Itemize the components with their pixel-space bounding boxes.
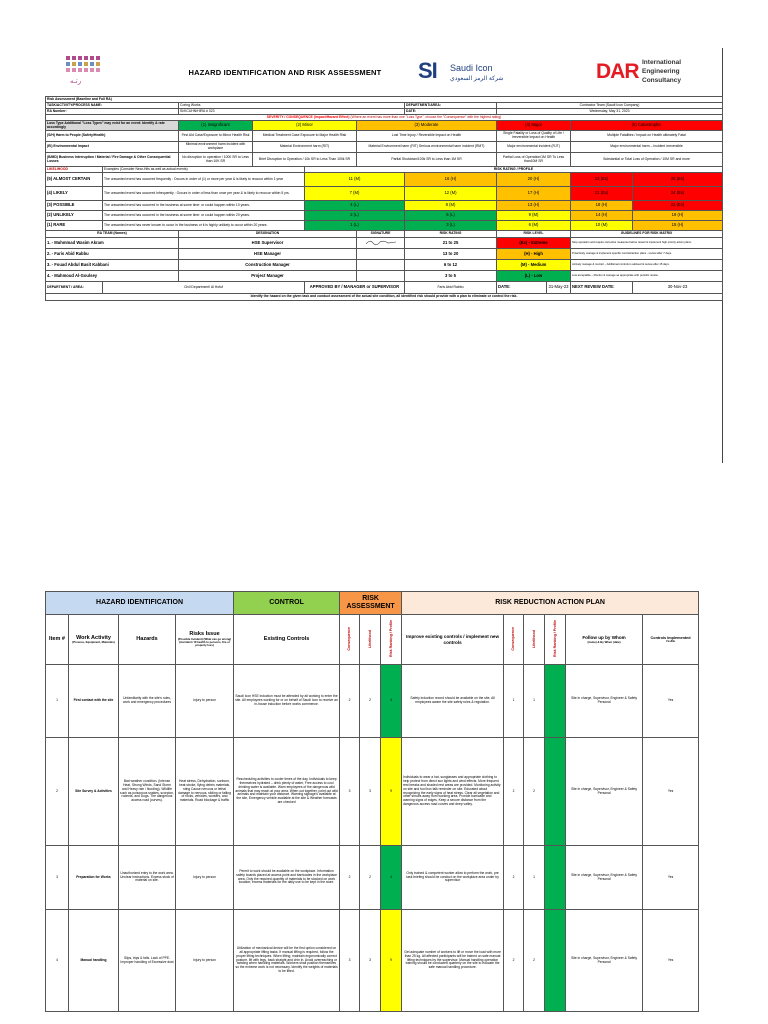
col-existing: Existing Controls [234,615,340,665]
cell-followup: Site in charge, Supervisor, Engineer & Safety Personal [566,665,643,738]
cell-ranking: 9 [381,910,402,1012]
cell-ranking: 4 [381,665,402,738]
rating-cell: 15 (H) [633,221,723,231]
col-implemented-label: Controls Implemented [650,635,691,640]
cell-likelihood-2: 1 [524,846,545,910]
dar-logo-line3: Consultancy [642,77,682,84]
team-guide: Actively manage & monitor – Additional controls is advised & review after 15 days. [571,260,723,271]
dept-label: DEPARTMENT/AREA: [405,103,497,109]
cell-hazards: Unfamiliarity with the site's rules, work and emergency procedures [119,665,176,738]
rating-cell: 4 (L) [305,201,405,211]
rating-cell: 7 (M) [305,187,405,201]
col-improve: Improve existing controls / implement new controls [402,615,504,665]
cell-risks: Heat stress, Dehydration, sunburn, heat stroke, flying debris materials, sting Cause nervous or lethal damage to nervous, sliding or falling of rocks, vehicles, workers, and materials, Road blockage & traffic [176,738,234,846]
rating-cell: 20 (H) [497,173,571,187]
date-value: Wednesday, May 31, 2023 [497,109,723,115]
cell-existing: Rescheduling activities to cooler times of the day, Individuals to keep themselves hydrated – drink plenty of water, Free access to cool drinking water is available. Warn employees of the dangerous wild animals that may reach at your area, When out together, point out wild animals and maintain your distance. Warning signage's available at the site, Emergency vehicle available at the site & Weather forecasts are checked [234,738,340,846]
signature-icon [364,238,398,246]
cell-consequence: 3 [340,738,360,846]
rating-cell: 1 (L) [305,221,405,231]
cell-consequence-2: 1 [504,665,524,738]
team-name: 2. - Faris Abid Rabbu [46,249,179,260]
team-designation: HSE Manager [179,249,357,260]
col-implemented [643,615,699,665]
dar-logo [596,57,706,91]
dept-value: Contractor Team (Saudi Icon Company) [497,103,723,109]
col-activity [69,615,119,665]
likelihood-desc: The unwanted event has occurred frequently : Occurs in order of (1) or more per year & is likely to reoccur within 1 year [103,173,305,187]
table-row [46,846,699,910]
loss-cell: Minimal environment harm incident with workplace [179,142,253,153]
likelihood-row-label: (5) ALMOST CERTAIN [46,173,103,187]
col-likelihood-label: Likelihood [367,629,372,648]
team-header: RISK LEVEL [497,231,571,238]
cell-existing: Saudi Icon HSE induction must be attended by all working to enter the site. All employees working for or on behalf of Saudi Icon to receive an in-house induction before works commence. [234,665,340,738]
si-logo-arabic: شركة الرمز السعودي [450,76,504,82]
team-guide: Low acceptable – Monitor & manage as appropriate with periodic review. [571,271,723,282]
col-ranking-label: Risk Ranking / Profile [388,620,393,657]
loss-cell: Material Environment harm (RIT) [253,142,357,153]
ra-number-value: SI/KCUHN/HIRA # 023 [179,109,405,115]
cell-improve: Safety induction record should be available on the site. All employees aware the site safety rules & regulation. [402,665,504,738]
team-rating: 3 to 5 [405,271,497,282]
rating-cell: 2 (L) [305,211,405,221]
cell-item: 4 [46,910,69,1012]
level-1: (1) Insignificant [179,121,253,131]
col-implemented-sub: Yes/No [665,639,676,644]
team-header: DESIGNATION [179,231,357,238]
loss-cell: Major environmental harm – Incident irreversible [571,142,723,153]
section-assessment: RISK ASSESSMENT [340,592,402,615]
col-consequence [340,615,360,665]
col-likelihood-2-label: Likelihood [531,629,536,648]
table-row [46,665,699,738]
team-designation: HSE Supervisor [179,238,357,249]
team-header: RA TEAM (Names) [46,231,179,238]
team-guide: Proactively manage & implement specific controls/action plans - review after 7 days. [571,249,723,260]
footer-dept-value: Civil Department/ Al Hofuf [103,282,305,294]
cell-implemented: Yes [643,910,699,1012]
rating-cell: 23 (Ex) [571,173,633,187]
footer-date-value: 31-May-23 [547,282,571,294]
loss-cell: Single Fatality or Loss of Quality of Life / Irreversible Impact on Health [497,131,571,142]
team-header: SIGNATURE [357,231,405,238]
team-name: 1. - Muhmmad Wasim Akram [46,238,179,249]
rating-cell: 14 (H) [571,211,633,221]
rating-cell: 18 (H) [571,201,633,211]
loss-type-label: Loss Type Additional "Loss Types" may exist for an event: Identify & rate accordingly [46,121,179,131]
team-guide: Stop operation and require corrective measures before restart & implement high priority action plans. [571,238,723,249]
table-row [46,738,699,846]
team-header: GUIDELINES FOR RISK MATRIX [571,231,723,238]
footer-date-label: DATE: [497,282,547,294]
col-ranking [381,615,402,665]
team-designation: Construction Manager [179,260,357,271]
cell-implemented: Yes [643,665,699,738]
cell-followup: Site in charge, Supervisor, Engineer & Safety Personal [566,846,643,910]
signature [357,260,405,271]
cell-item: 3 [46,846,69,910]
team-level: (Ex) - Extreme [497,238,571,249]
cell-likelihood: 3 [360,910,381,1012]
si-logo-mark: SI [418,58,437,83]
likelihood-row-label: (3) POSSIBLE [46,201,103,211]
team-designation: Project Manager [179,271,357,282]
dar-logo-line1: International [642,59,682,66]
col-ranking-2 [545,615,566,665]
cell-consequence: 2 [340,846,360,910]
cell-ranking-2 [545,665,566,738]
left-logo-text: رتـه [70,78,82,85]
likelihood-desc: The unwanted event has occurred in the business at some time: or could happen within 10 years. [103,201,305,211]
severity-note: (Where an event has more than one "Loss Type", choose the "Consequence" with the highest rating) [350,114,502,119]
loss-row-label: (B/MD) Business Interruption / Material / Fire Damage & Other Consequential Losses [46,153,179,167]
cell-risks: Injury to person [176,665,234,738]
loss-cell: Partial Loss of Operation/1M SR To Less than10M SR [497,153,571,167]
col-risks [176,615,234,665]
loss-cell: Major environmental incident (RJT) [497,142,571,153]
level-3: (3) Moderate [357,121,497,131]
team-name: 4. - Mahmoud Al-Goulsey [46,271,179,282]
loss-cell: Medical Treatment Case Exposure to Major Health Risk [253,131,357,142]
signature [357,271,405,282]
likelihood-row-label: (1) RARE [46,221,103,231]
next-review-label: NEXT REVIEW DATE: [571,282,633,294]
cell-followup: Site in charge, Supervisor, Engineer & Safety Personal [566,738,643,846]
cell-ranking-2 [545,910,566,1012]
ra-number-label: RA Number: [46,109,179,115]
likelihood-label: LIKELIHOOD [46,167,103,173]
team-rating: 21 to 25 [405,238,497,249]
rating-cell: 6 (M) [497,221,571,231]
cell-improve: Get adequate number of workers to lift or move the load with more than 25 kg. All affected participants will be trained on safe manual lifting techniques by the supervisor. Manual handling operation training should be conducted quarterly on the site to educate the safe manual handling procedure. [402,910,504,1012]
cell-implemented: Yes [643,846,699,910]
col-followup-label: Follow up by Whom [582,635,626,641]
instruction: Identify the hazard on the given task and conduct assessment of the actual site condition, all identified risk should provide with a plan to eliminate or control the risk. [46,294,723,301]
rating-cell: 3 (L) [405,221,497,231]
cell-improve: Only trained & competent worker allow to perform the work, pre task briefing should be conduct on the workplace area under by supervisor [402,846,504,910]
col-risks-label: Risks Issue [189,631,220,638]
si-logo-name: Saudi Icon [450,63,493,73]
cell-activity: First contact with the site [69,665,119,738]
likelihood-desc: The unwanted event has occurred in the business at some time: or could happen within 20 years. [103,211,305,221]
risk-assessment-table [45,591,699,1012]
cell-ranking-2 [545,846,566,910]
cell-consequence: 3 [340,910,360,1012]
level-4: (4) Major [497,121,571,131]
cell-improve: Individuals to wear a hat, sunglasses and appropriate clothing to help protect from direct sun lights and wind effects. More frequent rest breaks and shaded rest areas are provided. Monitoring activity on site and tool box talk reminder on site. Educated about recognizing the early signs of heat stress. Clear all vegetation and other shrubs away from working area. Provide barricade and warning signs of edges. Keep a secure distance from the dangerous access road curves and deep valley. [402,738,504,846]
dar-logo-mark: DAR [596,60,639,83]
rating-cell: 21 (Ex) [571,187,633,201]
rating-cell: 16 (H) [405,173,497,187]
cell-activity: Site Survey & Activities [69,738,119,846]
loss-row-label: (S/H) Harm to People (Safety/Health) [46,131,179,142]
col-risks-sub: (Possible Incident) (What can go wrong) (Accident / Ill health to persons, fire or property loss) [177,636,232,648]
dar-logo-line2: Engineering [642,68,680,75]
col-consequence-2 [504,615,524,665]
cell-existing: Permit to work should be available on the workplace. Information safety boards placed at access point and barricades in the workplace area. Only the required quantity of materials to be stocked on work location; excess materials for the daily use to be kept in the store. [234,846,340,910]
table-row [46,910,699,1012]
team-rating: 13 to 20 [405,249,497,260]
cell-activity: Preparation for Works [69,846,119,910]
likelihood-desc: The unwanted event has occurred infrequently : Occurs in order of less than once per year & is likely to reoccur within 5 yrs. [103,187,305,201]
severity-title: SEVERITY / CONSEQUENCE (Impact/Hazard Effect) [266,114,350,119]
rating-cell: 13 (H) [497,201,571,211]
col-likelihood-2 [524,615,545,665]
cell-likelihood: 2 [360,846,381,910]
cell-item: 2 [46,738,69,846]
cell-likelihood-2: 1 [524,665,545,738]
rating-cell: 5 (L) [405,211,497,221]
loss-row-label: (EI) Environmental Impact [46,142,179,153]
date-label: DATE: [405,109,497,115]
cell-activity: Manual handling [69,910,119,1012]
approved-value: Faris Abid Rabbu [405,282,497,294]
team-name: 3. - Fouad Abdul Basit Kabbani [46,260,179,271]
col-consequence-2-label: Consequence [511,626,516,651]
approved-label: APPROVED BY / MANAGER or SUPERVISOR [305,282,405,294]
col-consequence-label: Consequence [347,626,352,651]
cell-likelihood-2: 2 [524,738,545,846]
cell-consequence-2: 2 [504,910,524,1012]
level-5: (5) Catastrophic [571,121,723,131]
likelihood-note: Examples (Consider Near-Hits as well as actual events) [103,167,305,173]
cell-hazards: Bad weather condition. (Intense Heat, Strong Winds, Sand Storm and Heavy rain / flooding). Wildlife such as poisonous snakes, scorpion, rodents, and Dogs. The dangerous access road (curves). [119,738,176,846]
col-followup [566,615,643,665]
rating-cell: 10 (M) [571,221,633,231]
cell-risks: Injury to person [176,846,234,910]
footer-dept-label: DEPARTMENT / AREA: [46,282,103,294]
cell-hazards: Unauthorized entry to the work area. Unclear instructions. Excess stock of material on site. [119,846,176,910]
cell-implemented: Yes [643,738,699,846]
cell-risks: Injury to person [176,910,234,1012]
saudi-icon-logo [418,58,513,88]
cell-item: 1 [46,665,69,738]
cell-ranking: 4 [381,846,402,910]
page-title: HAZARD IDENTIFICATION AND RISK ASSESSMENT [188,68,382,77]
cell-consequence-2: 2 [504,846,524,910]
rating-cell: 9 (M) [497,211,571,221]
team-header: RISK RATING [405,231,497,238]
team-level: (H) - High [497,249,571,260]
team-rating: 6 to 12 [405,260,497,271]
cell-consequence: 2 [340,665,360,738]
task-value: Coring Works [179,103,405,109]
loss-cell: Material Environment harm (RIT) Serious environmental harm incident (RMT) [357,142,497,153]
rating-cell: 24 (Ex) [633,187,723,201]
team-level: (L) - Low [497,271,571,282]
likelihood-row-label: (2) UNLIKELY [46,211,103,221]
loss-cell: First Aid Case/Exposure to Minor Health Risk [179,131,253,142]
cell-existing: Utilization of mechanical device will be the first option considered on all appropriate lifting tasks. If manual lifting is required, follow the proper lifting techniques. When lifting, maintain ergonomically correct posture, lift with legs, back straight and chin in. Avoid overreaching or twisting when handling materials. Workers shall position themselves so the extreme work is not necessary. Identify the weights of materials to be lifted. [234,910,340,1012]
rating-cell: 22 (Ex) [633,201,723,211]
risk-rating-label: RISK RATING / PROFILE [305,167,723,173]
task-label: TASK/ACTIVITY/PROCESS NAME: [46,103,179,109]
section-control: CONTROL [234,592,340,615]
col-item: Item # [46,615,69,665]
rating-cell: 11 (M) [305,173,405,187]
team-level: (M) - Medium [497,260,571,271]
rating-cell: 19 (H) [633,211,723,221]
signature [357,249,405,260]
col-hazards: Hazards [119,615,176,665]
level-2: (2) Minor [253,121,357,131]
cell-hazards: Slips, trips & falls. Lack of PPE. Improper handling of Excessive dust [119,910,176,1012]
cell-likelihood-2: 2 [524,910,545,1012]
col-followup-sub: (name) & By When (date) [587,639,621,644]
section-reduction: RISK REDUCTION ACTION PLAN [402,592,699,615]
rating-cell: 8 (M) [405,201,497,211]
cell-ranking: 9 [381,738,402,846]
likelihood-row-label: (4) LIKELY [46,187,103,201]
risk-matrix-sheet [45,96,723,301]
rating-cell: 17 (H) [497,187,571,201]
rating-cell: 25 (Ex) [633,173,723,187]
col-activity-sub: (Process, Equipment, Materials) [72,640,115,645]
saudi-vision-logo [58,52,110,88]
cell-ranking-2 [545,738,566,846]
col-activity-label: Work Activity [76,634,111,641]
col-ranking-2-label: Risk Ranking / Profile [552,620,557,657]
loss-cell: Brief Disruption to Operation / 10k SR to Less Than 100k SR [253,153,357,167]
next-review-value: 30-Nov-23 [633,282,723,294]
cell-consequence-2: 2 [504,738,524,846]
section-hazard: HAZARD IDENTIFICATION [46,592,234,615]
rating-cell: 12 (M) [405,187,497,201]
likelihood-desc: The unwanted event has never known to occur in the business or it is highly unlikely to occur within 20 years. [103,221,305,231]
loss-cell: Lost Time Injury / Reversible Impact on Health [357,131,497,142]
loss-cell: Substantial or Total Loss of Operation / 10M SR and more [571,153,723,167]
col-likelihood [360,615,381,665]
cell-likelihood: 2 [360,665,381,738]
cell-followup: Site in charge, Supervisor, Engineer & Safety Personal [566,910,643,1012]
loss-cell: Multiple Fatalities / Impact on Health ultimately Fatal [571,131,723,142]
ra-title: Risk Assessment (Baseline and Full RA) [46,97,723,103]
cell-likelihood: 3 [360,738,381,846]
signature [357,238,405,249]
loss-cell: Partial Shutdown/100k SR to Less than 1M SR [357,153,497,167]
loss-cell: No disruption to operation / 1000 SR to Less than 10K SR [179,153,253,167]
